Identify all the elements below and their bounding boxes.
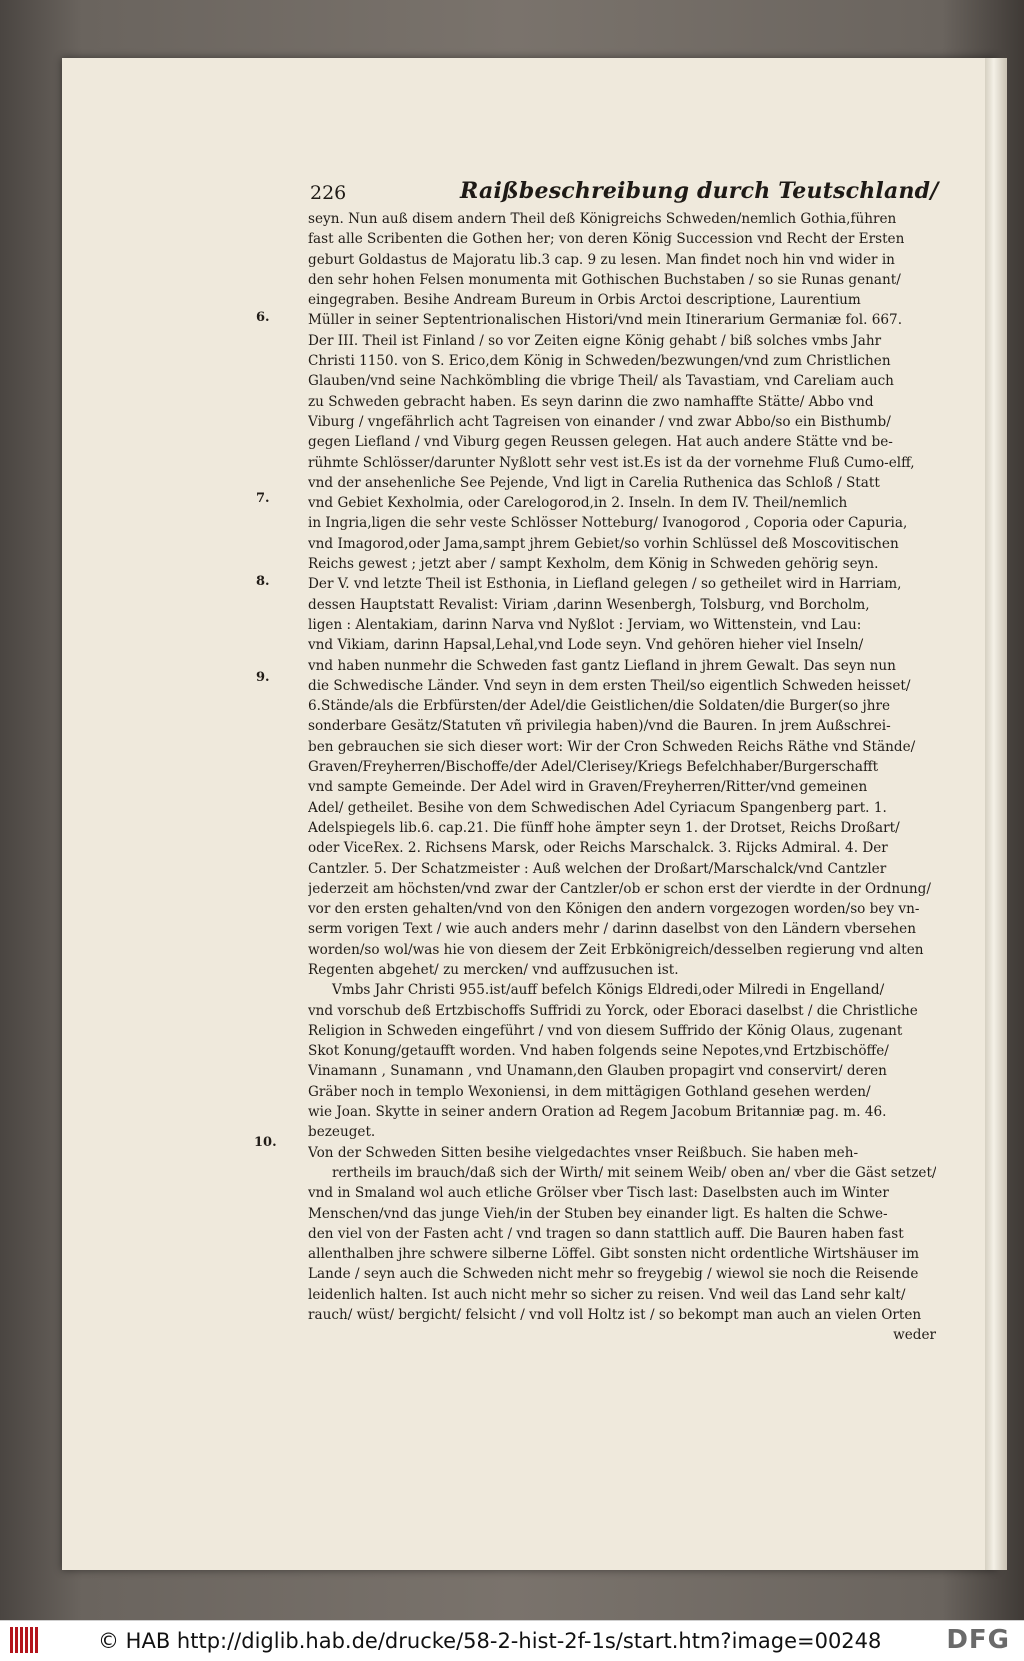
text-line: rertheils im brauch/daß sich der Wirth/ mit seinem Weib/ oben an/ vber die Gäst setzet/ bbox=[332, 1164, 936, 1181]
text-line: in Ingria,ligen die sehr veste Schlösser Notteburg/ Ivanogorod , Coporia oder Capuria, bbox=[308, 515, 908, 532]
text-line: Der V. vnd letzte Theil ist Esthonia, in Liefland gelegen / so getheilet wird in Harriam, bbox=[308, 576, 902, 593]
text-line: worden/so wol/was hie von diesem der Zeit Erbkönigreich/desselben regierung vnd alten bbox=[308, 941, 924, 958]
text-line: Graven/Freyherren/Bischoffe/der Adel/Clerisey/Kriegs Befelchhaber/Burgerschafft bbox=[308, 759, 879, 776]
text-line: Lande / seyn auch die Schweden nicht mehr so freygebig / wiewol sie noch die Reisende bbox=[308, 1266, 919, 1283]
text-line: allenthalben jhre schwere silberne Löffel. Gibt sonsten nicht ordentliche Wirtshäuser im bbox=[308, 1246, 919, 1263]
text-line: vnd Imagorod,oder Jama,sampt jhrem Gebiet/so vorhin Schlüssel deß Moscovitischen bbox=[308, 535, 899, 552]
text-line: Adelspiegels lib.6. cap.21. Die fünff hohe ämpter seyn 1. der Drotset, Reichs Droßart/ bbox=[308, 819, 900, 836]
margin-note: 7. bbox=[256, 491, 270, 506]
text-line: Von der Schweden Sitten besihe vielgedachtes vnser Reißbuch. Sie haben meh- bbox=[308, 1144, 859, 1161]
text-line: vnd Vikiam, darinn Hapsal,Lehal,vnd Lode seyn. Vnd gehören hieher viel Inseln/ bbox=[308, 637, 864, 654]
running-head bbox=[310, 178, 940, 208]
text-line: fast alle Scribenten die Gothen her; von deren König Succession vnd Recht der Ersten bbox=[308, 231, 905, 248]
text-line: wie Joan. Skytte in seiner andern Oration ad Regem Jacobum Britanniæ pag. m. 46. bbox=[308, 1104, 887, 1121]
page-edge bbox=[985, 58, 1007, 1570]
text-line: rühmte Schlösser/darunter Nyßlott sehr vest ist.Es ist da der vornehme Fluß Cumo-elff, bbox=[308, 454, 915, 471]
text-line: Der III. Theil ist Finland / so vor Zeiten eigne König gehabt / biß solches vmbs Jahr bbox=[308, 332, 882, 349]
text-line: den sehr hohen Felsen monumenta mit Gothischen Buchstaben / so sie Runas genant/ bbox=[308, 271, 901, 288]
text-line: Religion in Schweden eingeführt / vnd von diesem Suffrido der König Olaus, zugenant bbox=[308, 1022, 903, 1039]
text-line: vnd haben nunmehr die Schweden fast gantz Liefland in jhrem Gewalt. Das seyn nun bbox=[308, 657, 896, 674]
text-line: vnd Gebiet Kexholmia, oder Carelogorod,in 2. Inseln. In dem IV. Theil/nemlich bbox=[308, 495, 848, 512]
text-line: zu Schweden gebracht haben. Es seyn darinn die zwo namhaffte Stätte/ Abbo vnd bbox=[308, 393, 874, 410]
text-line: vor den ersten gehalten/vnd von den Königen den andern vorgezogen worden/so bey vn- bbox=[308, 901, 920, 918]
margin-note: 9. bbox=[256, 670, 270, 685]
text-line: vnd in Smaland wol auch etliche Grölser vber Tisch last: Daselbsten auch im Winter bbox=[308, 1185, 889, 1202]
text-line: Vinamann , Sunamann , vnd Unamann,den Glauben propagirt vnd conservirt/ deren bbox=[308, 1063, 887, 1080]
text-line: Menschen/vnd das junge Vieh/in der Stuben bey einander ligt. Es halten die Schwe- bbox=[308, 1205, 888, 1222]
text-line: seyn. Nun auß disem andern Theil deß Königreichs Schweden/nemlich Gothia,führen bbox=[308, 211, 897, 227]
text-line: 6.Stände/als die Erbfürsten/der Adel/die Geistlichen/die Soldaten/die Burger(so jhre bbox=[308, 698, 891, 715]
text-line: oder ViceRex. 2. Richsens Marsk, oder Reichs Marschalck. 3. Rijcks Admiral. 4. Der bbox=[308, 840, 888, 857]
source-url[interactable]: © HAB http://diglib.hab.de/drucke/58-2-hist-2f-1s/start.htm?image=00248 bbox=[98, 1629, 882, 1653]
text-line: Viburg / vngefährlich acht Tagreisen von einander / vnd zwar Abbo/so ein Bisthumb/ bbox=[308, 413, 891, 430]
text-line: leidenlich halten. Ist auch nicht mehr so sicher zu reisen. Vnd weil das Land sehr kalt/ bbox=[308, 1286, 906, 1303]
text-line: eingegraben. Besihe Andream Bureum in Orbis Arctoi descriptione, Laurentium bbox=[308, 292, 861, 309]
text-line: ligen : Alentakiam, darinn Narva vnd Nyßlot : Jerviam, wo Wittenstein, vnd Lau: bbox=[308, 616, 862, 633]
text-line: den viel von der Fasten acht / vnd tragen so dann stattlich auff. Die Bauren haben fast bbox=[308, 1225, 904, 1242]
text-line: serm vorigen Text / wie auch anders mehr / darinn daselbst von den Ländern vbersehen bbox=[308, 921, 916, 938]
text-line: Adel/ getheilet. Besihe von dem Schwedischen Adel Cyriacum Spangenberg part. 1. bbox=[308, 799, 887, 816]
footer-bar bbox=[0, 1620, 1024, 1661]
text-line: die Schwedische Länder. Vnd seyn in dem ersten Theil/so eigentlich Schweden heisset/ bbox=[308, 677, 911, 694]
text-line: rauch/ wüst/ bergicht/ felsicht / vnd voll Holtz ist / so bekompt man auch an vielen Orten bbox=[308, 1307, 922, 1324]
margin-note: 8. bbox=[256, 574, 270, 589]
text-line: weder bbox=[893, 1327, 936, 1344]
margin-note: 10. bbox=[254, 1135, 277, 1150]
text-line: Gräber noch in templo Wexoniensi, in dem mittägigen Gothland gesehen werden/ bbox=[308, 1083, 871, 1100]
text-line: dessen Hauptstatt Revalist: Viriam ,darinn Wesenbergh, Tolsburg, vnd Borcholm, bbox=[308, 596, 870, 613]
page-number: 226 bbox=[310, 182, 347, 204]
text-line: geburt Goldastus de Majoratu lib.3 cap. 9 zu lesen. Man findet noch hin vnd wider in bbox=[308, 251, 895, 268]
dfg-logo: DFG bbox=[946, 1625, 1010, 1655]
text-line: bezeuget. bbox=[308, 1124, 376, 1141]
text-line: Christi 1150. von S. Erico,dem König in Schweden/bezwungen/vnd zum Christlichen bbox=[308, 353, 891, 370]
text-line: sonderbare Gesätz/Statuten vñ privilegia haben)/vnd die Bauren. In jrem Außschrei- bbox=[308, 718, 891, 735]
text-line: Reichs gewest ; jetzt aber / sampt Kexholm, dem König in Schweden gehörig seyn. bbox=[308, 556, 879, 573]
text-line: Glauben/vnd seine Nachkömbling die vbrige Theil/ als Tavastiam, vnd Careliam auch bbox=[308, 373, 894, 390]
running-head-title: Raißbeschreibung durch Teutschland/ bbox=[460, 178, 939, 204]
text-line: ben gebrauchen sie sich dieser wort: Wir der Cron Schweden Reichs Räthe vnd Stände/ bbox=[308, 738, 916, 755]
text-line: Müller in seiner Septentrionalischen Histori/vnd mein Itinerarium Germaniæ fol. 667. bbox=[308, 312, 903, 329]
text-line: vnd sampte Gemeinde. Der Adel wird in Graven/Freyherren/Ritter/vnd gemeinen bbox=[308, 779, 868, 796]
text-line: vnd der ansehenliche See Pejende, Vnd ligt in Carelia Ruthenica das Schloß / Statt bbox=[308, 474, 880, 491]
margin-note: 6. bbox=[256, 310, 270, 325]
hab-logo-icon bbox=[10, 1627, 46, 1655]
text-line: Cantzler. 5. Der Schatzmeister : Auß welchen der Droßart/Marschalck/vnd Cantzler bbox=[308, 860, 887, 877]
text-line: gegen Liefland / vnd Viburg gegen Reussen gelegen. Hat auch andere Stätte vnd be- bbox=[308, 434, 893, 451]
body-text bbox=[308, 209, 936, 1346]
text-line: vnd vorschub deß Ertzbischoffs Suffridi zu Yorck, oder Eboraci daselbst / die Christliche bbox=[308, 1002, 918, 1019]
text-line: jederzeit am höchsten/vnd zwar der Cantzler/ob er schon erst der vierdte in der Ordnung/ bbox=[308, 880, 931, 897]
text-line: Skot Konung/getaufft worden. Vnd haben folgends seine Nepotes,vnd Ertzbischöffe/ bbox=[308, 1043, 889, 1060]
text-line: Regenten abgehet/ zu mercken/ vnd auffzusuchen ist. bbox=[308, 961, 679, 978]
text-line: Vmbs Jahr Christi 955.ist/auff befelch Königs Eldredi,oder Milredi in Engelland/ bbox=[332, 982, 885, 999]
